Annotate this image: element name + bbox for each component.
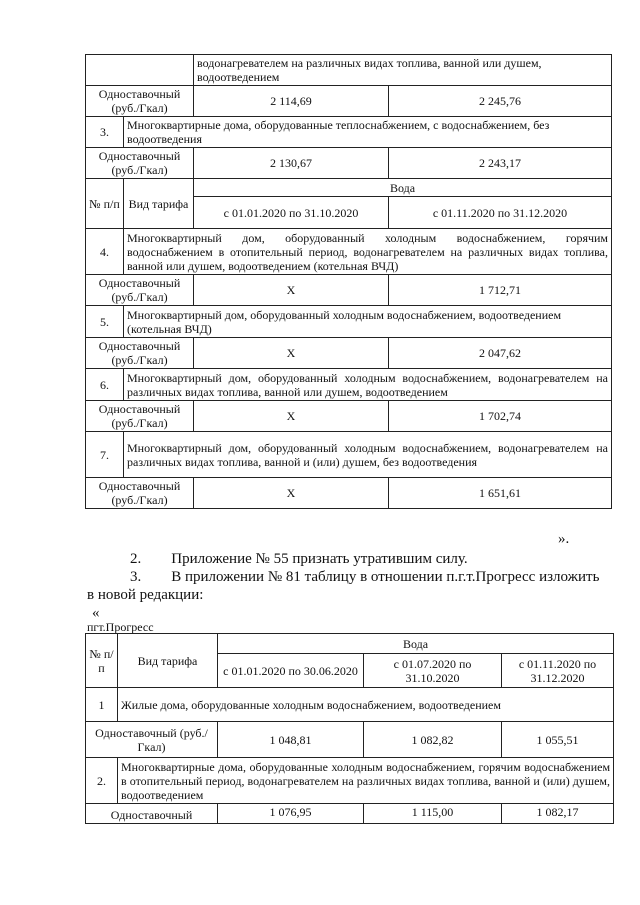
tariff-value: 2 130,67 (194, 148, 389, 179)
table-row (86, 369, 612, 401)
table-row (86, 148, 612, 179)
header-water: Вода (194, 179, 612, 197)
row-number: 1 (86, 688, 118, 722)
tariff-type-label: Одноставочный (руб./Гкал) (86, 148, 194, 179)
row-description: Многоквартирный дом, оборудованный холодным водоснабжением, водонагревателем на различных видах топлива, ванной или душем, водоотведением (124, 369, 612, 401)
tariff-value: 2 243,17 (389, 148, 612, 179)
tariff-value: 1 076,95 (218, 804, 364, 824)
tariff-type-label: Одноставочный (руб./Гкал) (86, 478, 194, 509)
row-number: 2. (86, 758, 118, 804)
place-name: пгт.Прогресс (87, 620, 154, 634)
tariff-value: 1 115,00 (364, 804, 502, 824)
header-tariff: Вид тарифа (124, 179, 194, 229)
table-row (86, 86, 612, 117)
table-header-row (86, 179, 612, 197)
paragraph-3: 3. В приложении № 81 таблицу в отношении п.г.т.Прогресс изложить (130, 569, 600, 585)
closing-quote: ». (558, 531, 570, 547)
table-row (86, 117, 612, 148)
row-description: Многоквартирный дом, оборудованный холодным водоснабжением, водоотведением (котельная ВЧД) (124, 306, 612, 338)
tariff-type-label: Одноставочный (руб./Гкал) (86, 722, 218, 758)
header-period: с 01.01.2020 по 30.06.2020 (218, 654, 364, 688)
tariff-type-label: Одноставочный (руб./Гкал) (86, 275, 194, 306)
header-number: № п/п (86, 634, 118, 688)
tariff-value: 1 082,17 (502, 804, 614, 824)
row-number: 7. (86, 432, 124, 478)
opening-quote: « (92, 605, 100, 621)
row-number: 4. (86, 229, 124, 275)
tariff-value: 2 047,62 (389, 338, 612, 369)
table-row (86, 338, 612, 369)
table-row (86, 306, 612, 338)
table-row (86, 55, 612, 86)
tariff-value: 1 048,81 (218, 722, 364, 758)
table-row (86, 432, 612, 478)
tariff-value: 1 702,74 (389, 401, 612, 432)
tariff-value: 2 245,76 (389, 86, 612, 117)
tariff-value: Х (194, 401, 389, 432)
tariff-type-label: Одноставочный (руб./Гкал) (86, 401, 194, 432)
table-row (86, 758, 614, 804)
header-tariff: Вид тарифа (118, 634, 218, 688)
row-number: 3. (86, 117, 124, 148)
header-period: с 01.11.2020 по 31.12.2020 (502, 654, 614, 688)
row-description: Многоквартирный дом, оборудованный холодным водоснабжением, водонагревателем на различных видах топлива, ванной и (или) душем, без водоотведения (124, 432, 612, 478)
row-description: водонагревателем на различных видах топлива, ванной или душем, водоотведением (194, 55, 612, 86)
tariff-type-label: Одноставочный (86, 804, 218, 824)
header-water: Вода (218, 634, 614, 654)
table-row (86, 401, 612, 432)
table-row (86, 229, 612, 275)
header-period: с 01.07.2020 по 31.10.2020 (364, 654, 502, 688)
tariff-value: 1 082,82 (364, 722, 502, 758)
row-description: Многоквартирные дома, оборудованные теплоснабжением, с водоснабжением, без водоотведения (124, 117, 612, 148)
tariff-value: 2 114,69 (194, 86, 389, 117)
table-row (86, 722, 614, 758)
tariff-value: 1 712,71 (389, 275, 612, 306)
row-description: Жилые дома, оборудованные холодным водоснабжением, водоотведением (118, 688, 614, 722)
row-number: 6. (86, 369, 124, 401)
table-row (86, 478, 612, 509)
table-row (86, 804, 614, 824)
paragraph-2: 2. Приложение № 55 признать утратившим силу. (130, 551, 468, 567)
tariff-type-label: Одноставочный (руб./Гкал) (86, 86, 194, 117)
table-row (86, 275, 612, 306)
tariff-table-1 (85, 54, 612, 509)
table-header-row (86, 634, 614, 654)
header-number: № п/п (86, 179, 124, 229)
row-description: Многоквартирный дом, оборудованный холодным водоснабжением, горячим водоснабжением в отопительный период, водонагревателем на различных видах топлива, ванной или душем, водоотведением (котельная ВЧД) (124, 229, 612, 275)
row-description: Многоквартирные дома, оборудованные холодным водоснабжением, горячим водоснабжением в отопительный период, водонагревателем на различных видах топлива, ванной и (или) душем, водоотведением (118, 758, 614, 804)
table-row (86, 688, 614, 722)
tariff-value: Х (194, 478, 389, 509)
tariff-value: 1 651,61 (389, 478, 612, 509)
paragraph-3-continuation: в новой редакции: (87, 587, 204, 603)
tariff-table-2 (85, 633, 614, 824)
tariff-type-label: Одноставочный (руб./Гкал) (86, 338, 194, 369)
tariff-value: 1 055,51 (502, 722, 614, 758)
header-period: с 01.11.2020 по 31.12.2020 (389, 197, 612, 229)
header-period: с 01.01.2020 по 31.10.2020 (194, 197, 389, 229)
tariff-value: Х (194, 338, 389, 369)
row-number: 5. (86, 306, 124, 338)
empty-cell (86, 55, 194, 86)
tariff-value: Х (194, 275, 389, 306)
